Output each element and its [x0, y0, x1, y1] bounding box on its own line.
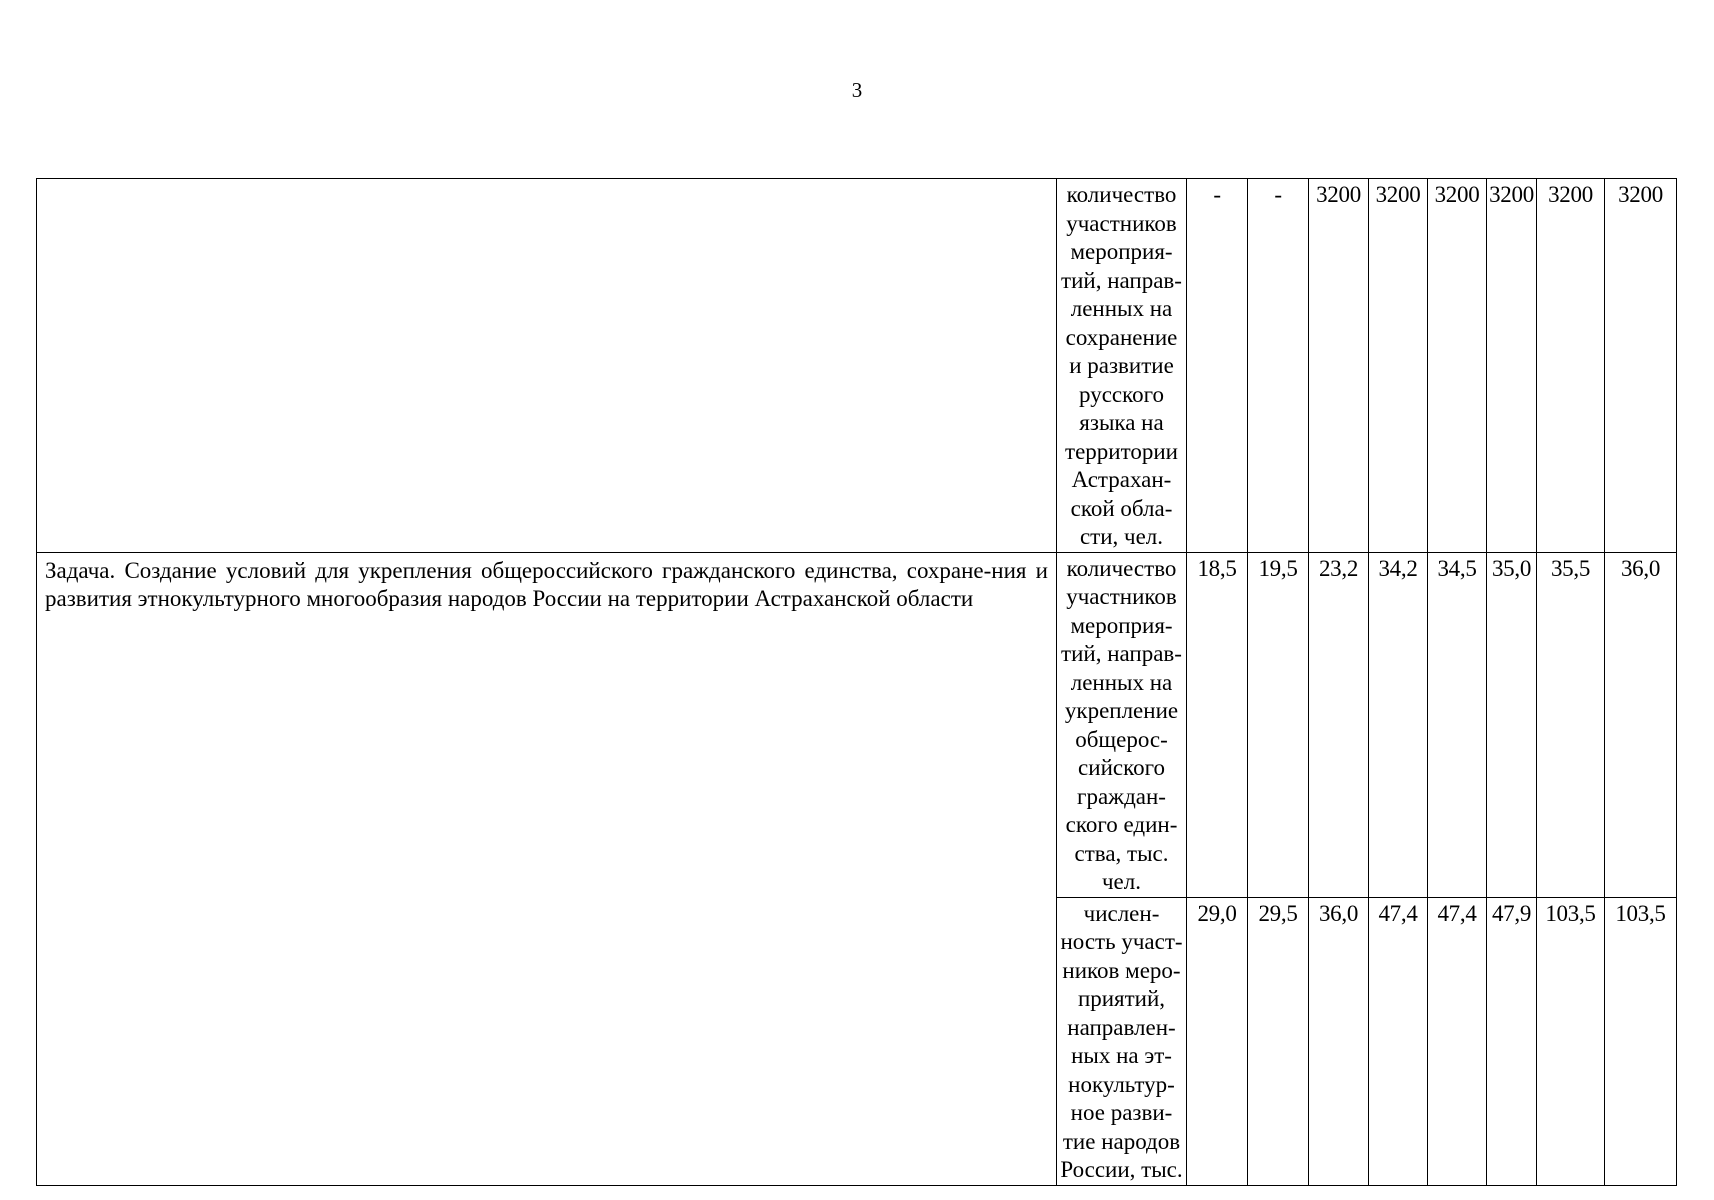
value-cell: 47,4: [1428, 897, 1487, 1185]
value-cell: 29,5: [1248, 897, 1309, 1185]
indicator-line: ников меро-: [1062, 957, 1181, 983]
indicator-line: языка на: [1079, 410, 1164, 435]
value-cell: -: [1248, 179, 1309, 553]
value-cell: 47,4: [1369, 897, 1428, 1185]
value-cell: 3200: [1428, 179, 1487, 553]
indicator-line: сийского: [1078, 755, 1165, 780]
indicator-line: укрепление: [1064, 698, 1179, 723]
indicator-line: граждан-: [1077, 783, 1166, 809]
indicator-line: мероприя-: [1070, 239, 1173, 264]
indicator-line: ленных на: [1070, 669, 1173, 695]
indicator-cell: [1057, 179, 1187, 553]
indicator-line: мероприя-: [1070, 612, 1173, 638]
indicator-line: тие народов: [1062, 1128, 1181, 1154]
value-cell: 23,2: [1309, 552, 1369, 897]
indicator-line: русского: [1079, 381, 1164, 407]
value-cell: 34,2: [1369, 552, 1428, 897]
indicator-line: Астрахан-: [1071, 467, 1172, 492]
value-cell: -: [1187, 179, 1248, 553]
value-cell: 3200: [1537, 179, 1605, 553]
value-cell: 19,5: [1248, 552, 1309, 897]
value-cell: 36,0: [1309, 897, 1369, 1185]
table-row: [37, 552, 1677, 897]
page-number: 3: [851, 78, 863, 102]
indicator-line: участников: [1066, 210, 1177, 236]
indicator-line: ства, тыс.: [1074, 840, 1169, 866]
task-cell: Задача. Создание условий для укрепления общероссийского гражданского единства, сохране-ния и развития этнокультурного многообразия народов России на территории Астраханской области: [37, 552, 1057, 1185]
value-cell: 3200: [1605, 179, 1677, 553]
indicator-line: направлен-: [1067, 1014, 1176, 1040]
indicator-cell: [1057, 552, 1187, 897]
value-cell: 3200: [1369, 179, 1428, 553]
indicator-line: количество: [1066, 182, 1177, 207]
table-row: [37, 179, 1677, 553]
indicator-line: нокультур-: [1068, 1071, 1175, 1097]
indicator-line: ленных на: [1070, 296, 1173, 321]
indicator-line: ность участ-: [1060, 929, 1183, 954]
indicator-line: ского един-: [1065, 812, 1178, 837]
value-cell: 103,5: [1537, 897, 1605, 1185]
indicator-line: чел.: [1101, 869, 1141, 894]
indicator-line: количество: [1066, 555, 1177, 581]
value-cell: 3200: [1309, 179, 1369, 553]
indicator-line: территории: [1065, 438, 1178, 464]
indicator-line: и развитие: [1069, 353, 1174, 378]
indicator-line: ской обла-: [1070, 495, 1173, 521]
indicator-line: ных на эт-: [1071, 1043, 1172, 1068]
indicator-line: тий, направ-: [1061, 641, 1182, 666]
value-cell: 35,0: [1487, 552, 1537, 897]
indicator-line: приятий,: [1077, 986, 1166, 1011]
indicator-line: ное разви-: [1070, 1100, 1173, 1125]
value-cell: 35,5: [1537, 552, 1605, 897]
value-cell: 34,5: [1428, 552, 1487, 897]
value-cell: 36,0: [1605, 552, 1677, 897]
indicator-line: сти, чел.: [1079, 524, 1164, 549]
value-cell: 47,9: [1487, 897, 1537, 1185]
indicator-line: числен-: [1083, 900, 1160, 926]
indicator-line: России, тыс.: [1060, 1157, 1183, 1182]
indicators-table: [36, 178, 1677, 1186]
indicator-line: участников: [1066, 584, 1177, 609]
indicator-line: тий, направ-: [1061, 267, 1182, 293]
value-cell: 29,0: [1187, 897, 1248, 1185]
value-cell: 18,5: [1187, 552, 1248, 897]
indicator-cell: [1057, 897, 1187, 1185]
value-cell: 3200: [1487, 179, 1537, 553]
indicator-line: общерос-: [1075, 726, 1168, 752]
value-cell: 103,5: [1605, 897, 1677, 1185]
task-cell: [37, 179, 1057, 553]
indicator-line: сохранение: [1065, 324, 1178, 350]
